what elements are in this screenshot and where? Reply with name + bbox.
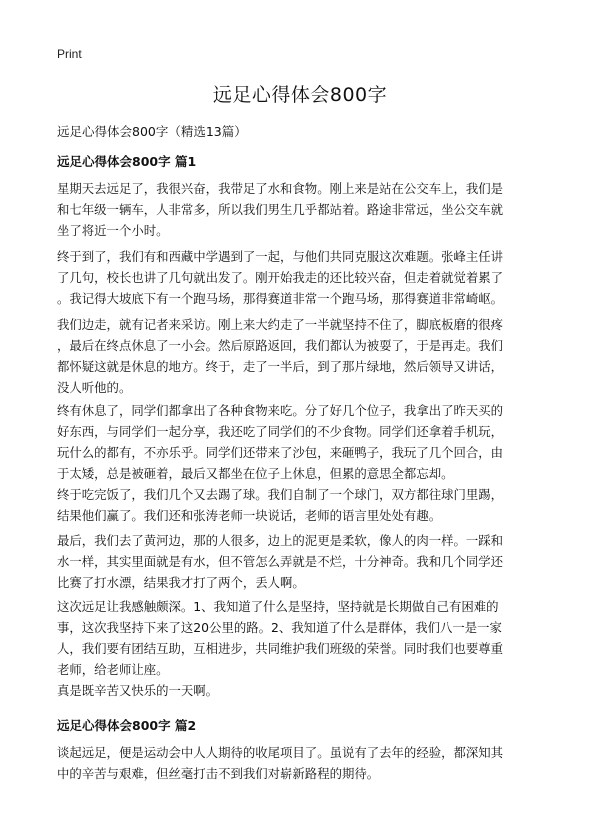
document-title: 远足心得体会800字 [212, 84, 388, 106]
paragraph: 终于到了，我们有和西藏中学遇到了一起，与他们共同克服这次难题。张峰主任讲 了几句，校长也讲了几句就出发了。刚开始我走的还比较兴奋，但走着就觉着累了 。我记得大坡底下有一个跑马场，那得赛道非常一个跑马场，那得赛道非常崎岖。 [57, 249, 504, 306]
paragraph: 这次远足让我感触颇深。1、我知道了什么是坚持，坚持就是长期做自己有困难的 事，这次我坚持下来了这20公里的路。2、我知道了什么是群体，我们八一是一家 人，我们要有团结互助，互相进步，共同维护我们班级的荣誉。同时我们也要尊重 老师，给老师让座。 [57, 599, 504, 677]
paragraph: 我们边走，就有记者来采访。刚上来大约走了一半就坚持不住了，脚底板磨的很疼 ，最后在终点休息了一小会。然后原路返回，我们都认为被耍了，于是再走。我们 都怀疑这就是休息的地方。终于，走了一半后，到了那片绿地，然后领导又讲话， 没人听他的。 [57, 317, 504, 395]
paragraph: 终于吃完饭了，我们几个又去踢了球。我们自制了一个球门，双方都往球门里踢， 结果他们赢了。我们还和张涛老师一块说话，老师的语言里处处有趣。 [57, 487, 504, 523]
print-link[interactable]: Print [57, 47, 82, 61]
paragraph: 真是既辛苦又快乐的一天啊。 [57, 683, 219, 698]
paragraph: 最后，我们去了黄河边，那的人很多，边上的泥更是柔软，像人的肉一样。一踩和 水一样，其实里面就是有水，但不管怎么弄就是不烂，十分神奇。我和几个同学还 比赛了打水漂，结果我才打了两个，丢人啊。 [57, 533, 504, 590]
paragraph: 谈起远足，便是运动会中人人期待的收尾项目了。虽说有了去年的经验，都深知其 中的辛苦与艰难，但丝毫打击不到我们对崭新路程的期待。 [57, 745, 504, 781]
section-heading: 远足心得体会800字 篇1 [57, 154, 197, 169]
section-heading: 远足心得体会800字 篇2 [57, 718, 197, 733]
paragraph: 星期天去远足了，我很兴奋，我带足了水和食物。刚上来是站在公交车上，我们是 和七年级一辆车，人非常多，所以我们男生几乎都站着。路途非常远，坐公交车就 坐了将近一个小时。 [57, 181, 504, 238]
document-subtitle: 远足心得体会800字（精选13篇） [57, 124, 247, 139]
paragraph: 终有休息了，同学们都拿出了各种食物来吃。分了好几个位子，我拿出了昨天买的 好东西，与同学们一起分享，我还吃了同学们的不少食物。同学们还拿着手机玩， 玩什么的都有，不亦乐乎。同学们还带来了沙包，来砸鸭子，我玩了几个回合，由 于太矮，总是被砸着，最后又都坐在位子上休息，但累的意思全都忘却。 [57, 403, 504, 481]
